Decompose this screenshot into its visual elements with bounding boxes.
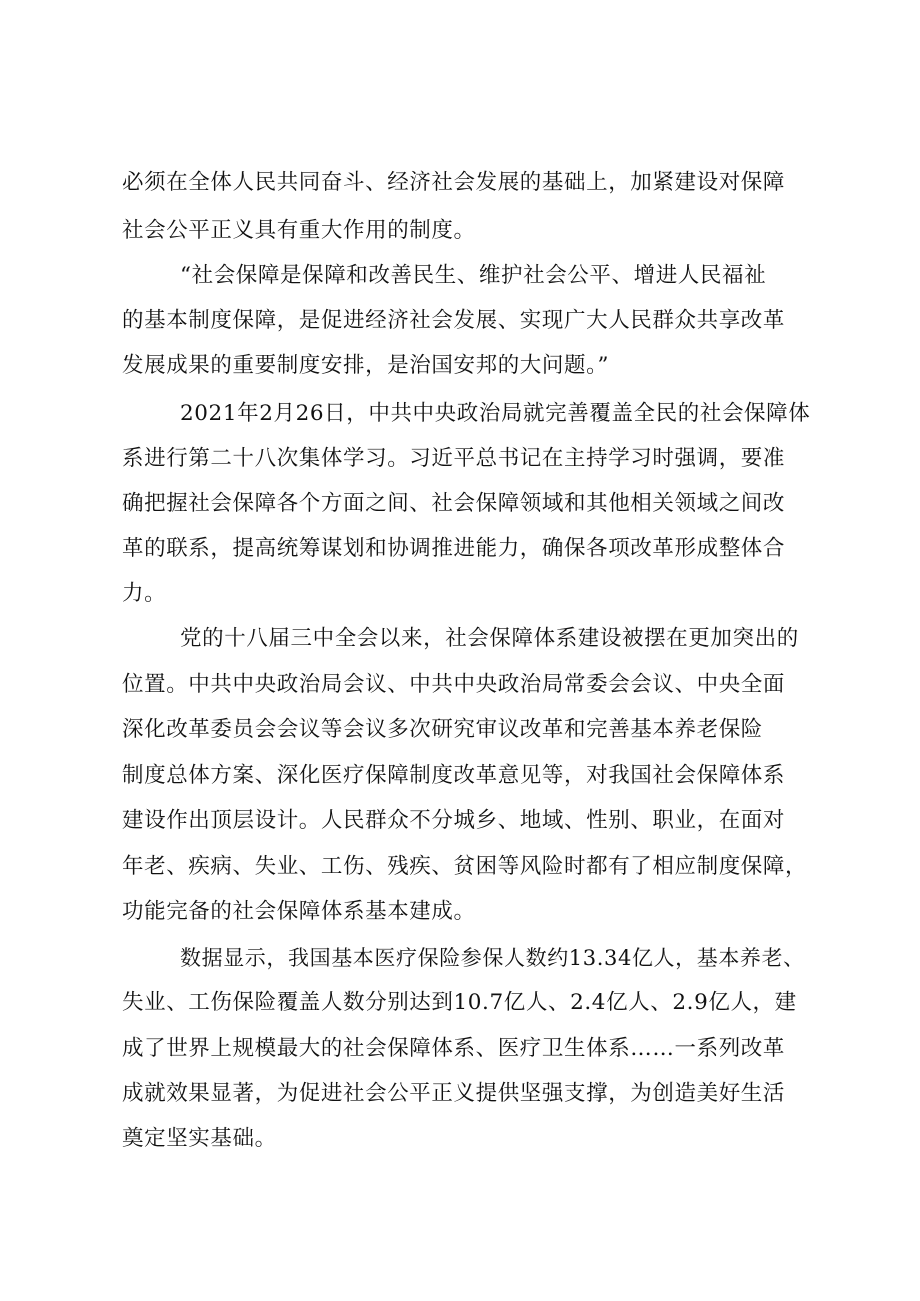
text-line: 成了世界上规模最大的社会保障体系、医疗卫生体系……一系列改革 (122, 1036, 786, 1061)
text-line: “社会保障是保障和改善民生、维护社会公平、增进人民福祉 (180, 263, 767, 288)
text-line: 发展成果的重要制度安排，是治国安邦的大问题。” (122, 353, 610, 378)
text-line: 革的联系，提高统筹谋划和协调推进能力，确保各项改革形成整体合 (122, 536, 786, 561)
text-line: 失业、工伤保险覆盖人数分别达到10.7亿人、2.4亿人、2.9亿人，建 (122, 990, 797, 1015)
text-line: 功能完备的社会保障体系基本建成。 (122, 899, 476, 924)
text-line: 的基本制度保障，是促进经济社会发展、实现广大人民群众共享改革 (122, 308, 786, 333)
text-line: 建设作出顶层设计。人民群众不分城乡、地域、性别、职业，在面对 (122, 808, 786, 833)
text-line: 党的十八届三中全会以来，社会保障体系建设被摆在更加突出的 (180, 626, 799, 651)
text-line: 制度总体方案、深化医疗保障制度改革意见等，对我国社会保障体系 (122, 763, 786, 788)
text-line: 深化改革委员会会议等会议多次研究审议改革和完善基本养老保险 (122, 717, 763, 742)
text-line: 成就效果显著，为促进社会公平正义提供坚强支撑，为创造美好生活 (122, 1081, 786, 1106)
text-line: 年老、疾病、失业、工伤、残疾、贫困等风险时都有了相应制度保障， (122, 854, 808, 879)
text-line: 确把握社会保障各个方面之间、社会保障领域和其他相关领域之间改 (122, 491, 786, 516)
text-line: 位置。中共中央政治局会议、中共中央政治局常委会会议、中央全面 (122, 672, 786, 697)
text-line: 2021年2月26日，中共中央政治局就完善覆盖全民的社会保障体 (180, 401, 811, 426)
text-line: 奠定坚实基础。 (122, 1126, 277, 1151)
text-line: 社会公平正义具有重大作用的制度。 (122, 218, 476, 243)
text-line: 力。 (122, 581, 167, 606)
text-line: 系进行第二十八次集体学习。习近平总书记在主持学习时强调，要准 (122, 446, 786, 471)
text-line: 数据显示，我国基本医疗保险参保人数约13.34亿人，基本养老、 (180, 946, 805, 970)
text-line: 必须在全体人民共同奋斗、经济社会发展的基础上，加紧建设对保障 (122, 170, 786, 195)
